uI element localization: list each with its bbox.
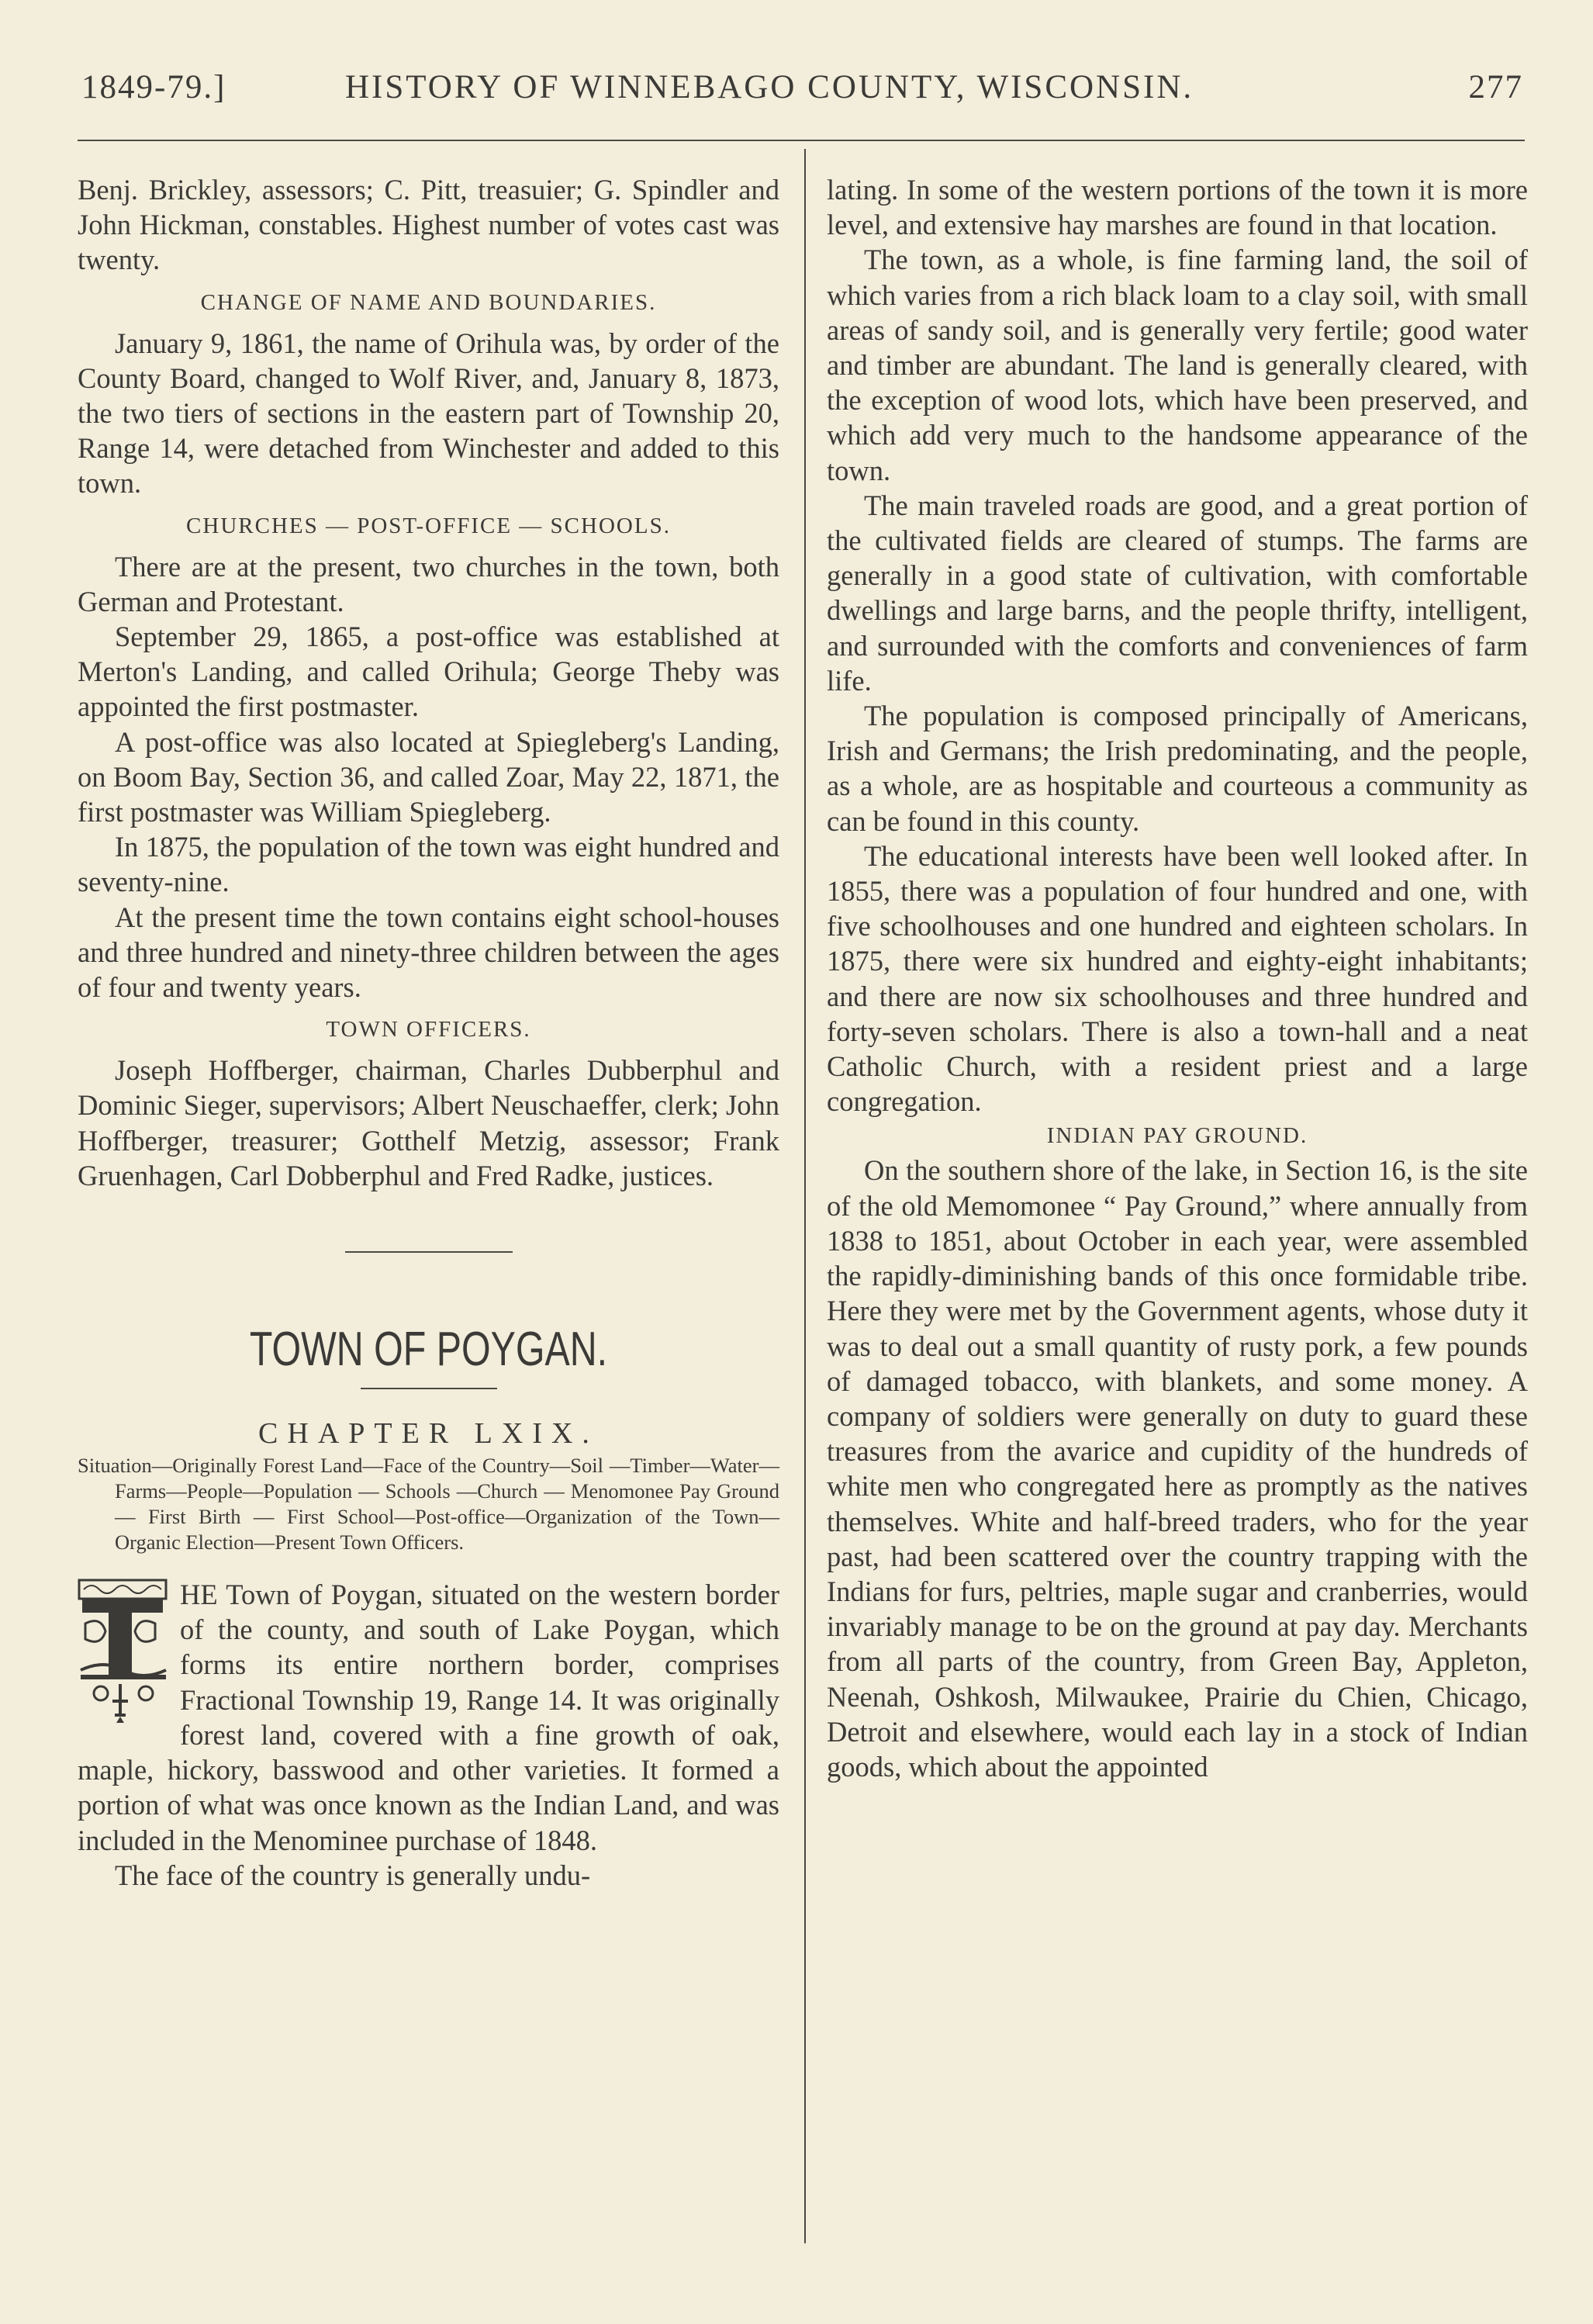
paragraph: HE Town of Poygan, situated on the western border of the county, and south of Lake Poygan, which forms its entire northern border, comprises Fractional Township 19, Range 14. It was originally forest land, covered with a fine growth of oak, maple, hickory, basswood and other varieties. It formed a portion of what was once known as the Indian Land, and was included in the Menominee purchase of 1848. [78,1579,779,1856]
section-heading: TOWN OFFICERS. [326,1017,531,1043]
right-column [827,172,1528,1784]
chapter-synopsis: Situation—Originally Forest Land—Face of the Country—Soil —Timber—Water—Farms—People—Population — Schools —Church — Menomonee Pay Ground— First Birth — First School—Post-office—Organization of the Town—Organic Election—Present Town Officers. [78,1454,779,1555]
paragraph: The town, as a whole, is fine farming land, the soil of which varies from a rich black loam to a clay soil, with small areas of sandy soil, and is generally very fertile; good water and timber are abundant. The land is generally cleared, with the exception of wood lots, which have been preserved, and which add very much to the handsome appearance of the town. [827,244,1528,486]
section-heading: CHURCHES — POST-OFFICE — SCHOOLS. [186,513,671,538]
town-title: TOWN OF POYGAN. [249,1323,608,1377]
header-date-range: 1849-79.] [81,69,226,105]
paragraph: September 29, 1865, a post-office was established at Merton's Landing, and called Orihula; George Theby was appointed the first postmaster. [78,621,779,723]
paragraph: On the southern shore of the lake, in Section 16, is the site of the old Memomonee “ Pay Ground,” where annually from 1838 to 1851, about October in each year, were assembled the rapidly-diminishing bands of this once formidable tribe. Here they were met by the Government agents, whose duty it was to deal out a small quantity of rusty pork, a few pounds of damaged tobacco, with blankets, and some money. A company of soldiers were generally on duty to guard these treasures from the avarice and cupidity of the hundreds of white men who congregated here as promptly as the natives themselves. White and half-breed traders, who for the year past, had been scattered over the country trapping with the Indians for furs, peltries, maple sugar and cranberries, would invariably manage to be on the ground at pay day. Merchants from all parts of the country, from Green Bay, Appleton, Neenah, Oshkosh, Milwaukee, Prairie du Chien, Chicago, Detroit and elsewhere, would each lay in a stock of Indian goods, which about the appointed [827,1154,1528,1783]
paragraph: lating. In some of the western portions of the town it is more level, and extensive hay marshes are found in that location. [827,174,1528,241]
paragraph: There are at the present, two churches in the town, both German and Protestant. [78,550,779,617]
paragraph: The population is composed principally of Americans, Irish and Germans; the Irish predominating, and the people, as a whole, are as hospitable and courteous a community as can be found in this county. [827,700,1528,837]
opening-paragraph [78,1577,779,1893]
section-divider [345,1251,513,1253]
paragraph: The face of the country is generally undu- [115,1859,591,1891]
paragraph: Joseph Hoffberger, chairman, Charles Dubberphul and Dominic Sieger, supervisors; Albert Neuschaeffer, clerk; John Hoffberger, treasurer; Gotthelf Metzig, assessor; Frank Gruenhagen, Carl Dobberphul and Fred Radke, justices. [78,1054,779,1191]
paragraph: A post-office was also located at Spiegleberg's Landing, on Boom Bay, Section 36, and called Zoar, May 22, 1871, the first postmaster was William Spiegleberg. [78,725,779,828]
paragraph: At the present time the town contains eight school-houses and three hundred and ninety-three children between the ages of four and twenty years. [78,901,779,1004]
section-heading: CHANGE OF NAME AND BOUNDARIES. [200,289,657,315]
paragraph: January 9, 1861, the name of Orihula was, by order of the County Board, changed to Wolf River, and, January 8, 1873, the two tiers of sections in the eastern part of Township 20, Range 14, were detached from Winchester and added to this town. [78,327,779,500]
column-divider [804,149,806,2243]
title-underline [361,1388,497,1389]
page-number: 277 [1468,69,1523,105]
left-column [78,172,779,1893]
paragraph: The educational interests have been well looked after. In 1855, there was a population of four hundred and one, with five schoolhouses and one hundred and eighteen scholars. In 1875, there were six hundred and eighty-eight inhabitants; and there are now six schoolhouses and three hundred and forty-seven scholars. There is also a town-hall and a neat Catholic Church, with a resident priest and a large congregation. [827,839,1528,1118]
section-heading: INDIAN PAY GROUND. [1046,1123,1308,1149]
running-header [81,68,1523,115]
header-rule [78,140,1525,141]
header-title: HISTORY OF WINNEBAGO COUNTY, WISCONSIN. [345,69,1194,105]
paragraph: The main traveled roads are good, and a great portion of the cultivated fields are cleared of stumps. The farms are generally in a good state of cultivation, with comfortable dwellings and large barns, and the people thrifty, intelligent, and surrounded with the comforts and conveniences of farm life. [827,489,1528,697]
chapter-heading: CHAPTER LXIX. [258,1417,599,1451]
paragraph: Benj. Brickley, assessors; C. Pitt, treasuier; G. Spindler and John Hickman, constables. Highest number of votes cast was twenty. [78,174,779,276]
paragraph: In 1875, the population of the town was eight hundred and seventy-nine. [78,831,779,898]
ornamental-dropcap-icon [78,1577,174,1731]
